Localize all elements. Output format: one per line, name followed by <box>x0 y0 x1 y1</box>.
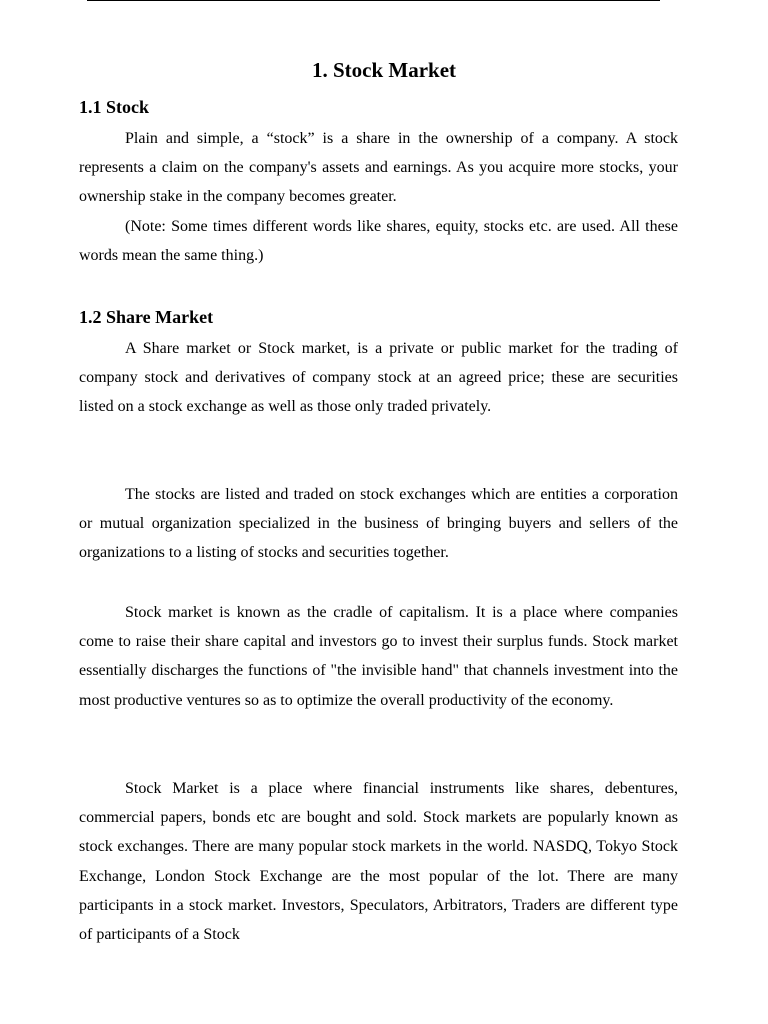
document-title: 1. Stock Market <box>311 58 457 82</box>
paragraph-stock-note: (Note: Some times different words like shares, equity, stocks etc. are used. All these words mean the same thing.) <box>79 218 678 265</box>
paragraph-cradle-of-capitalism: Stock market is known as the cradle of capitalism. It is a place where companies come to raise their share capital and investors go to invest their surplus funds. Stock market essentially discharges the functions of "the invisible hand" that channels investment into the most productive ventures so as to optimize the overall productivity of the economy. <box>79 604 678 709</box>
paragraph-stock-definition: Plain and simple, a “stock” is a share in the ownership of a company. A stock represents a claim on the company's assets and earnings. As you acquire more stocks, your ownership stake in the company becomes greater. <box>79 130 678 206</box>
paragraph-financial-instruments: Stock Market is a place where financial instruments like shares, debentures, commercial papers, bonds etc are bought and sold. Stock markets are popularly known as stock exchanges. There are many popular stock markets in the world. NASDQ, Tokyo Stock Exchange, London Stock Exchange are the most popular of the lot. There are many participants in a stock market. Investors, Speculators, Arbitrators, Traders are different type of participants of a Stock <box>79 780 678 944</box>
top-rule <box>87 0 660 1</box>
paragraph-share-market-definition: A Share market or Stock market, is a private or public market for the trading of company stock and derivatives of company stock at an agreed price; these are securities listed on a stock exchange as well as those only traded privately. <box>79 340 678 416</box>
paragraph-stock-exchanges: The stocks are listed and traded on stock exchanges which are entities a corporation or mutual organization specialized in the business of bringing buyers and sellers of the organizations to a listing of stocks and securities together. <box>79 486 678 562</box>
section-heading-stock: 1.1 Stock <box>79 97 150 117</box>
section-heading-share-market: 1.2 Share Market <box>79 307 214 327</box>
